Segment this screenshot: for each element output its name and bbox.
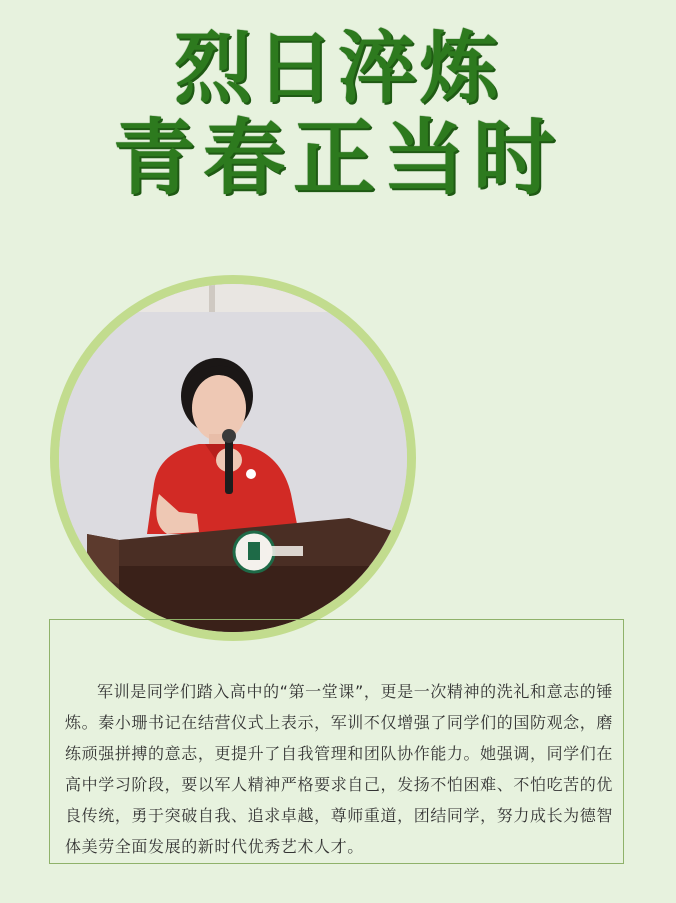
headline-line-2: 青春正当时 (112, 111, 563, 206)
headline-line-1: 烈日淬炼 (173, 24, 502, 114)
speaker-photo (59, 284, 407, 632)
article-paragraph: 军训是同学们踏入高中的“第一堂课”，更是一次精神的洗礼和意志的锤炼。秦小珊书记在结营仪式上表示，军训不仅增强了同学们的国防观念，磨练顽强拼搏的意志，更提升了自我管理和团队协作能力。她强调，同学们在高中学习阶段，要以军人精神严格要求自己，发扬不怕困难、不怕吃苦的优良传统，勇于突破自我、追求卓越，尊师重道，团结同学，努力成长为德智体美劳全面发展的新时代优秀艺术人才。 (65, 682, 613, 856)
speaker-illustration (59, 284, 407, 632)
